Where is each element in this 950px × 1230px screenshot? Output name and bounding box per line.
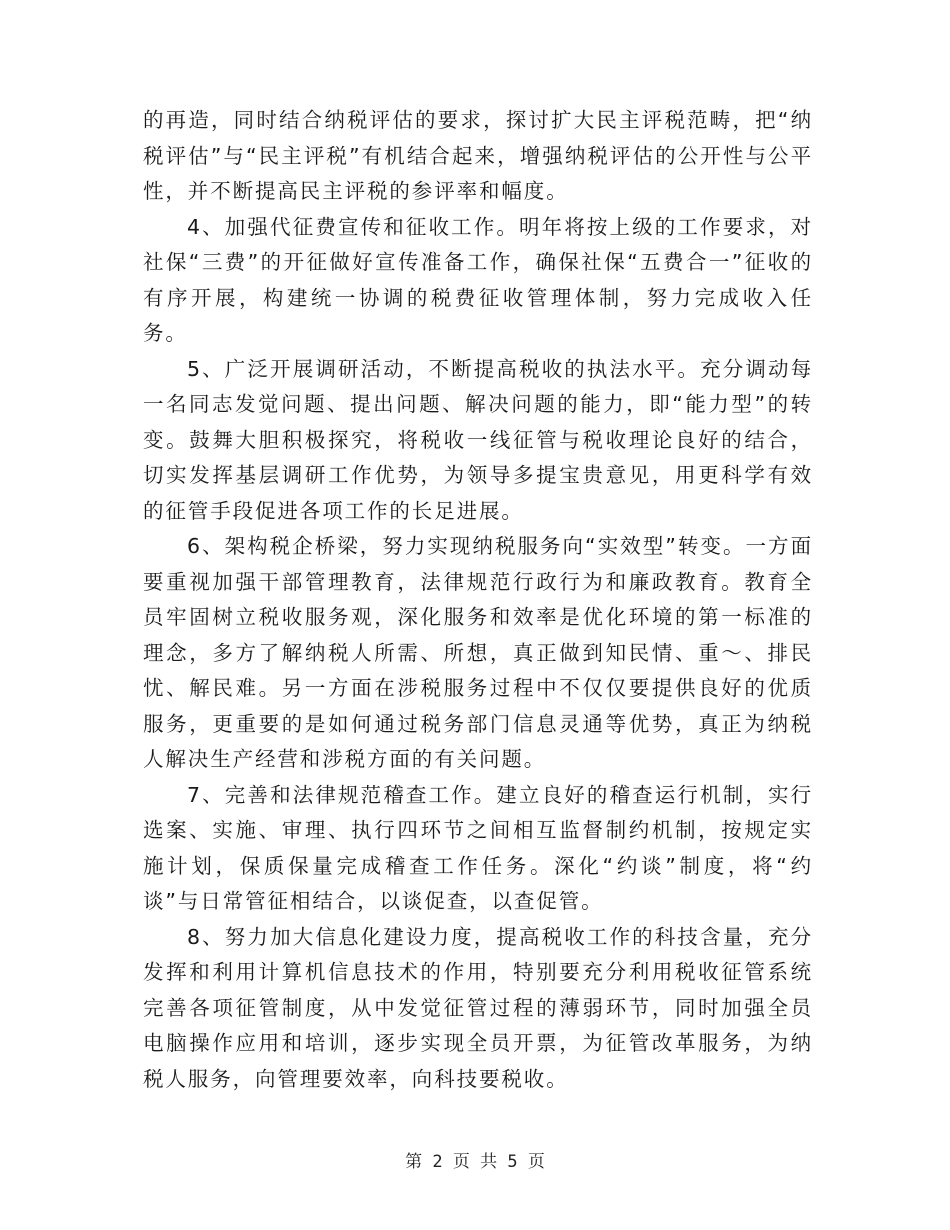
paragraph-item-8: 8、努力加大信息化建设力度，提高税收工作的科技含量，充分发挥和利用计算机信息技术的作用，特别要充分利用税收征管系统完善各项征管制度，从中发觉征管过程的薄弱环节，同时加强全员电脑操作应用和培训，逐步实现全员开票，为征管改革服务，为纳税人服务，向管理要效率，向科技要税收。 [143, 924, 813, 1091]
paragraph-item-5: 5、广泛开展调研活动，不断提高税收的执法水平。充分调动每一名同志发觉问题、提出问题、解决问题的能力，即“能力型”的转变。鼓舞大胆积极探究，将税收一线征管与税收理论良好的结合，切实发挥基层调研工作优势，为领导多提宝贵意见，用更科学有效的征管手段促进各项工作的长足进展。 [143, 356, 813, 523]
paragraph-item-6: 6、架构税企桥梁，努力实现纳税服务向“实效型”转变。一方面要重视加强干部管理教育，法律规范行政行为和廉政教育。教育全员牢固树立税收服务观，深化服务和效率是优化环境的第一标准的理念，多方了解纳税人所需、所想，真正做到知民情、重～、排民忧、解民难。另一方面在涉税服务过程中不仅仅要提供良好的优质服务，更重要的是如何通过税务部门信息灵通等优势，真正为纳税人解决生产经营和涉税方面的有关问题。 [143, 534, 813, 771]
document-body [143, 103, 813, 1097]
paragraph-item-4: 4、加强代征费宣传和征收工作。明年将按上级的工作要求，对社保“三费”的开征做好宣传准备工作，确保社保“五费合一”征收的有序开展，构建统一协调的税费征收管理体制，努力完成收入任务。 [143, 214, 813, 345]
page-footer: 第 2 页 共 5 页 [405, 1152, 545, 1172]
paragraph-continuation: 的再造，同时结合纳税评估的要求，探讨扩大民主评税范畴，把“纳税评估”与“民主评税”有机结合起来，增强纳税评估的公开性与公平性，并不断提高民主评税的参评率和幅度。 [143, 108, 813, 203]
paragraph-item-7: 7、完善和法律规范稽查工作。建立良好的稽查运行机制，实行选案、实施、审理、执行四环节之间相互监督制约机制，按规定实施计划，保质保量完成稽查工作任务。深化“约谈”制度，将“约谈”与日常管征相结合，以谈促查，以查促管。 [143, 782, 813, 913]
